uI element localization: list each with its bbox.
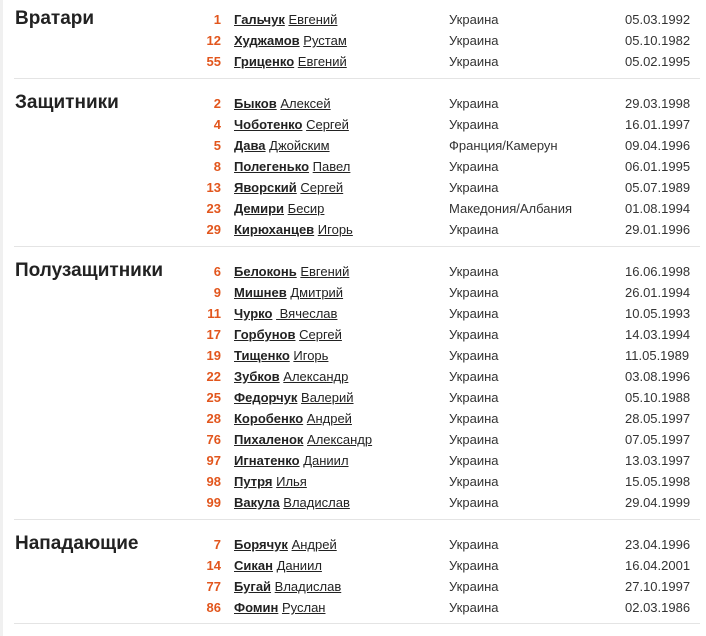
player-row	[0, 136, 706, 157]
player-name-link[interactable]	[234, 390, 354, 406]
player-country: Украина	[449, 474, 499, 489]
player-name-link[interactable]	[234, 12, 337, 28]
section-title: Нападающие	[15, 533, 139, 554]
player-first-name: Алексей	[280, 96, 331, 111]
player-row	[0, 472, 706, 493]
player-country: Украина	[449, 54, 499, 69]
player-number: 2	[213, 96, 221, 111]
player-row	[0, 535, 706, 556]
player-last-name: Коробенко	[234, 411, 304, 426]
player-birthdate: 09.04.1996	[625, 138, 691, 153]
player-last-name: Пихаленок	[234, 432, 304, 447]
player-country: Украина	[449, 33, 499, 48]
player-country: Украина	[449, 348, 499, 363]
player-number: 77	[206, 579, 221, 594]
player-country: Украина	[449, 159, 499, 174]
section-divider	[14, 246, 700, 247]
player-first-name: Даниил	[276, 558, 322, 573]
player-birthdate: 05.10.1982	[625, 33, 691, 48]
section-title: Полузащитники	[15, 260, 164, 281]
player-birthdate: 05.03.1992	[625, 12, 691, 27]
player-country: Украина	[449, 600, 499, 615]
player-row	[0, 304, 706, 325]
player-first-name: Евгений	[300, 264, 350, 279]
player-row	[0, 409, 706, 430]
player-birthdate: 05.10.1988	[625, 390, 691, 405]
player-birthdate: 10.05.1993	[625, 306, 691, 321]
player-country: Украина	[449, 327, 499, 342]
player-birthdate: 23.04.1996	[625, 537, 691, 552]
player-first-name: Андрей	[291, 537, 337, 552]
player-last-name: Полегенько	[234, 159, 310, 174]
player-name-link[interactable]	[234, 117, 349, 133]
player-first-name: Рустам	[303, 33, 347, 48]
section-divider	[14, 623, 700, 624]
player-number: 86	[206, 600, 221, 615]
player-name-link[interactable]	[234, 411, 352, 427]
player-country: Украина	[449, 411, 499, 426]
player-birthdate: 15.05.1998	[625, 474, 691, 489]
player-birthdate: 13.03.1997	[625, 453, 691, 468]
player-birthdate: 05.07.1989	[625, 180, 691, 195]
player-last-name: Путря	[234, 474, 273, 489]
player-country: Франция/Камерун	[449, 138, 558, 153]
player-name-link[interactable]	[234, 495, 350, 511]
player-name-link[interactable]	[234, 306, 337, 322]
player-name-link[interactable]	[234, 474, 307, 490]
player-country: Македония/Албания	[449, 201, 573, 216]
player-name-link[interactable]	[234, 558, 322, 574]
player-first-name: Сергей	[300, 180, 344, 195]
player-row	[0, 451, 706, 472]
player-name-link[interactable]	[234, 327, 342, 343]
player-last-name: Демири	[234, 201, 285, 216]
player-last-name: Быков	[234, 96, 277, 111]
player-name-link[interactable]	[234, 537, 337, 553]
player-row	[0, 430, 706, 451]
player-birthdate: 14.03.1994	[625, 327, 691, 342]
player-country: Украина	[449, 180, 499, 195]
player-birthdate: 16.06.1998	[625, 264, 691, 279]
player-first-name: Руслан	[281, 600, 326, 615]
player-first-name: Игорь	[293, 348, 329, 363]
player-name-link[interactable]	[234, 285, 343, 301]
player-birthdate: 11.05.1989	[625, 348, 690, 363]
player-last-name: Гальчук	[234, 12, 285, 27]
player-name-link[interactable]	[234, 180, 343, 196]
player-first-name: Валерий	[301, 390, 354, 405]
player-country: Украина	[449, 264, 499, 279]
player-birthdate: 28.05.1997	[625, 411, 691, 426]
player-row	[0, 10, 706, 31]
player-row	[0, 115, 706, 136]
player-row	[0, 262, 706, 283]
player-country: Украина	[449, 306, 499, 321]
player-last-name: Дава	[234, 138, 266, 153]
player-last-name: Кирюханцев	[234, 222, 315, 237]
section-divider	[14, 519, 700, 520]
player-number: 13	[206, 180, 221, 195]
player-first-name: Бесир	[287, 201, 325, 216]
player-last-name: Яворский	[234, 180, 297, 195]
player-number: 17	[206, 327, 221, 342]
player-number: 28	[206, 411, 221, 426]
player-number: 12	[206, 33, 221, 48]
player-number: 19	[206, 348, 221, 363]
player-name-link[interactable]	[234, 348, 328, 364]
player-row	[0, 346, 706, 367]
player-number: 55	[206, 54, 221, 69]
player-birthdate: 16.01.1997	[625, 117, 691, 132]
player-birthdate: 29.03.1998	[625, 96, 691, 111]
player-number: 76	[206, 432, 221, 447]
player-birthdate: 29.04.1999	[625, 495, 691, 510]
player-country: Украина	[449, 453, 499, 468]
player-name-link[interactable]	[234, 579, 341, 595]
player-first-name: Сергей	[306, 117, 349, 132]
player-last-name: Вакула	[234, 495, 280, 510]
player-row	[0, 199, 706, 220]
player-first-name: Дмитрий	[290, 285, 344, 300]
player-last-name: Борячук	[234, 537, 288, 552]
section-title: Вратари	[15, 8, 95, 29]
player-country: Украина	[449, 432, 499, 447]
player-number: 22	[206, 369, 221, 384]
player-last-name: Мишнев	[234, 285, 287, 300]
player-country: Украина	[449, 537, 499, 552]
player-first-name: Евгений	[288, 12, 338, 27]
player-birthdate: 26.01.1994	[625, 285, 691, 300]
player-name-link[interactable]	[234, 138, 330, 154]
player-last-name: Федорчук	[234, 390, 298, 405]
player-number: 1	[213, 12, 221, 27]
player-number: 4	[213, 117, 221, 132]
player-number: 6	[213, 264, 221, 279]
player-name-link[interactable]	[234, 159, 350, 175]
player-number: 7	[213, 537, 221, 552]
player-row	[0, 367, 706, 388]
player-row	[0, 325, 706, 346]
player-last-name: Горбунов	[234, 327, 296, 342]
player-number: 9	[213, 285, 221, 300]
player-first-name: Павел	[312, 159, 351, 174]
player-number: 5	[213, 138, 221, 153]
player-number: 98	[206, 474, 221, 489]
player-first-name: Игорь	[317, 222, 353, 237]
player-country: Украина	[449, 12, 499, 27]
player-name-link[interactable]	[234, 96, 331, 112]
player-row	[0, 31, 706, 52]
player-first-name: Владислав	[274, 579, 342, 594]
player-name-link[interactable]	[234, 264, 349, 280]
player-last-name: Чурко	[234, 306, 273, 321]
player-birthdate: 29.01.1996	[625, 222, 691, 237]
player-first-name: Александр	[283, 369, 349, 384]
player-first-name: Владислав	[283, 495, 350, 510]
player-last-name: Худжамов	[234, 33, 300, 48]
player-country: Украина	[449, 495, 499, 510]
player-birthdate: 02.03.1986	[625, 600, 691, 615]
player-name-link[interactable]	[234, 369, 348, 385]
player-birthdate: 01.08.1994	[625, 201, 691, 216]
player-last-name: Чоботенко	[234, 117, 303, 132]
player-name-link[interactable]	[234, 453, 349, 469]
player-number: 29	[206, 222, 221, 237]
player-number: 11	[207, 306, 221, 321]
player-first-name: Илья	[276, 474, 307, 489]
player-last-name: Зубков	[234, 369, 280, 384]
section-title: Защитники	[15, 92, 119, 113]
player-country: Украина	[449, 369, 499, 384]
player-country: Украина	[449, 285, 499, 300]
player-row	[0, 52, 706, 73]
player-birthdate: 16.04.2001	[625, 558, 691, 573]
player-first-name: Андрей	[306, 411, 352, 426]
player-name-link[interactable]	[234, 222, 353, 238]
player-number: 25	[206, 390, 221, 405]
player-birthdate: 05.02.1995	[625, 54, 691, 69]
player-last-name: Белоконь	[234, 264, 297, 279]
player-name-link[interactable]	[234, 54, 347, 70]
player-name-link[interactable]	[234, 600, 325, 616]
player-birthdate: 07.05.1997	[625, 432, 691, 447]
player-number: 97	[206, 453, 221, 468]
player-last-name: Фомин	[234, 600, 279, 615]
player-last-name: Гриценко	[234, 54, 295, 69]
player-name-link[interactable]	[234, 432, 372, 448]
player-number: 14	[206, 558, 221, 573]
player-row	[0, 157, 706, 178]
player-first-name: Джойским	[269, 138, 330, 153]
player-row	[0, 493, 706, 514]
player-country: Украина	[449, 390, 499, 405]
player-row	[0, 220, 706, 241]
player-country: Украина	[449, 222, 499, 237]
player-birthdate: 03.08.1996	[625, 369, 691, 384]
player-row	[0, 598, 706, 619]
section-divider	[14, 78, 700, 79]
player-last-name: Сикан	[234, 558, 273, 573]
player-row	[0, 94, 706, 115]
player-row	[0, 283, 706, 304]
player-country: Украина	[449, 96, 499, 111]
player-first-name: Даниил	[303, 453, 349, 468]
player-last-name: Бугай	[234, 579, 272, 594]
player-country: Украина	[449, 117, 499, 132]
player-first-name: Евгений	[297, 54, 347, 69]
player-country: Украина	[449, 579, 499, 594]
player-row	[0, 577, 706, 598]
player-last-name: Тищенко	[234, 348, 290, 363]
player-row	[0, 388, 706, 409]
player-number: 8	[213, 159, 221, 174]
player-birthdate: 06.01.1995	[625, 159, 691, 174]
player-row	[0, 178, 706, 199]
player-number: 23	[206, 201, 221, 216]
player-country: Украина	[449, 558, 499, 573]
player-name-link[interactable]	[234, 33, 347, 49]
player-first-name: Александр	[307, 432, 373, 447]
player-row	[0, 556, 706, 577]
player-birthdate: 27.10.1997	[625, 579, 691, 594]
player-first-name: Вячеслав	[276, 306, 338, 321]
player-name-link[interactable]	[234, 201, 324, 217]
player-number: 99	[206, 495, 221, 510]
player-first-name: Сергей	[299, 327, 342, 342]
player-last-name: Игнатенко	[234, 453, 300, 468]
